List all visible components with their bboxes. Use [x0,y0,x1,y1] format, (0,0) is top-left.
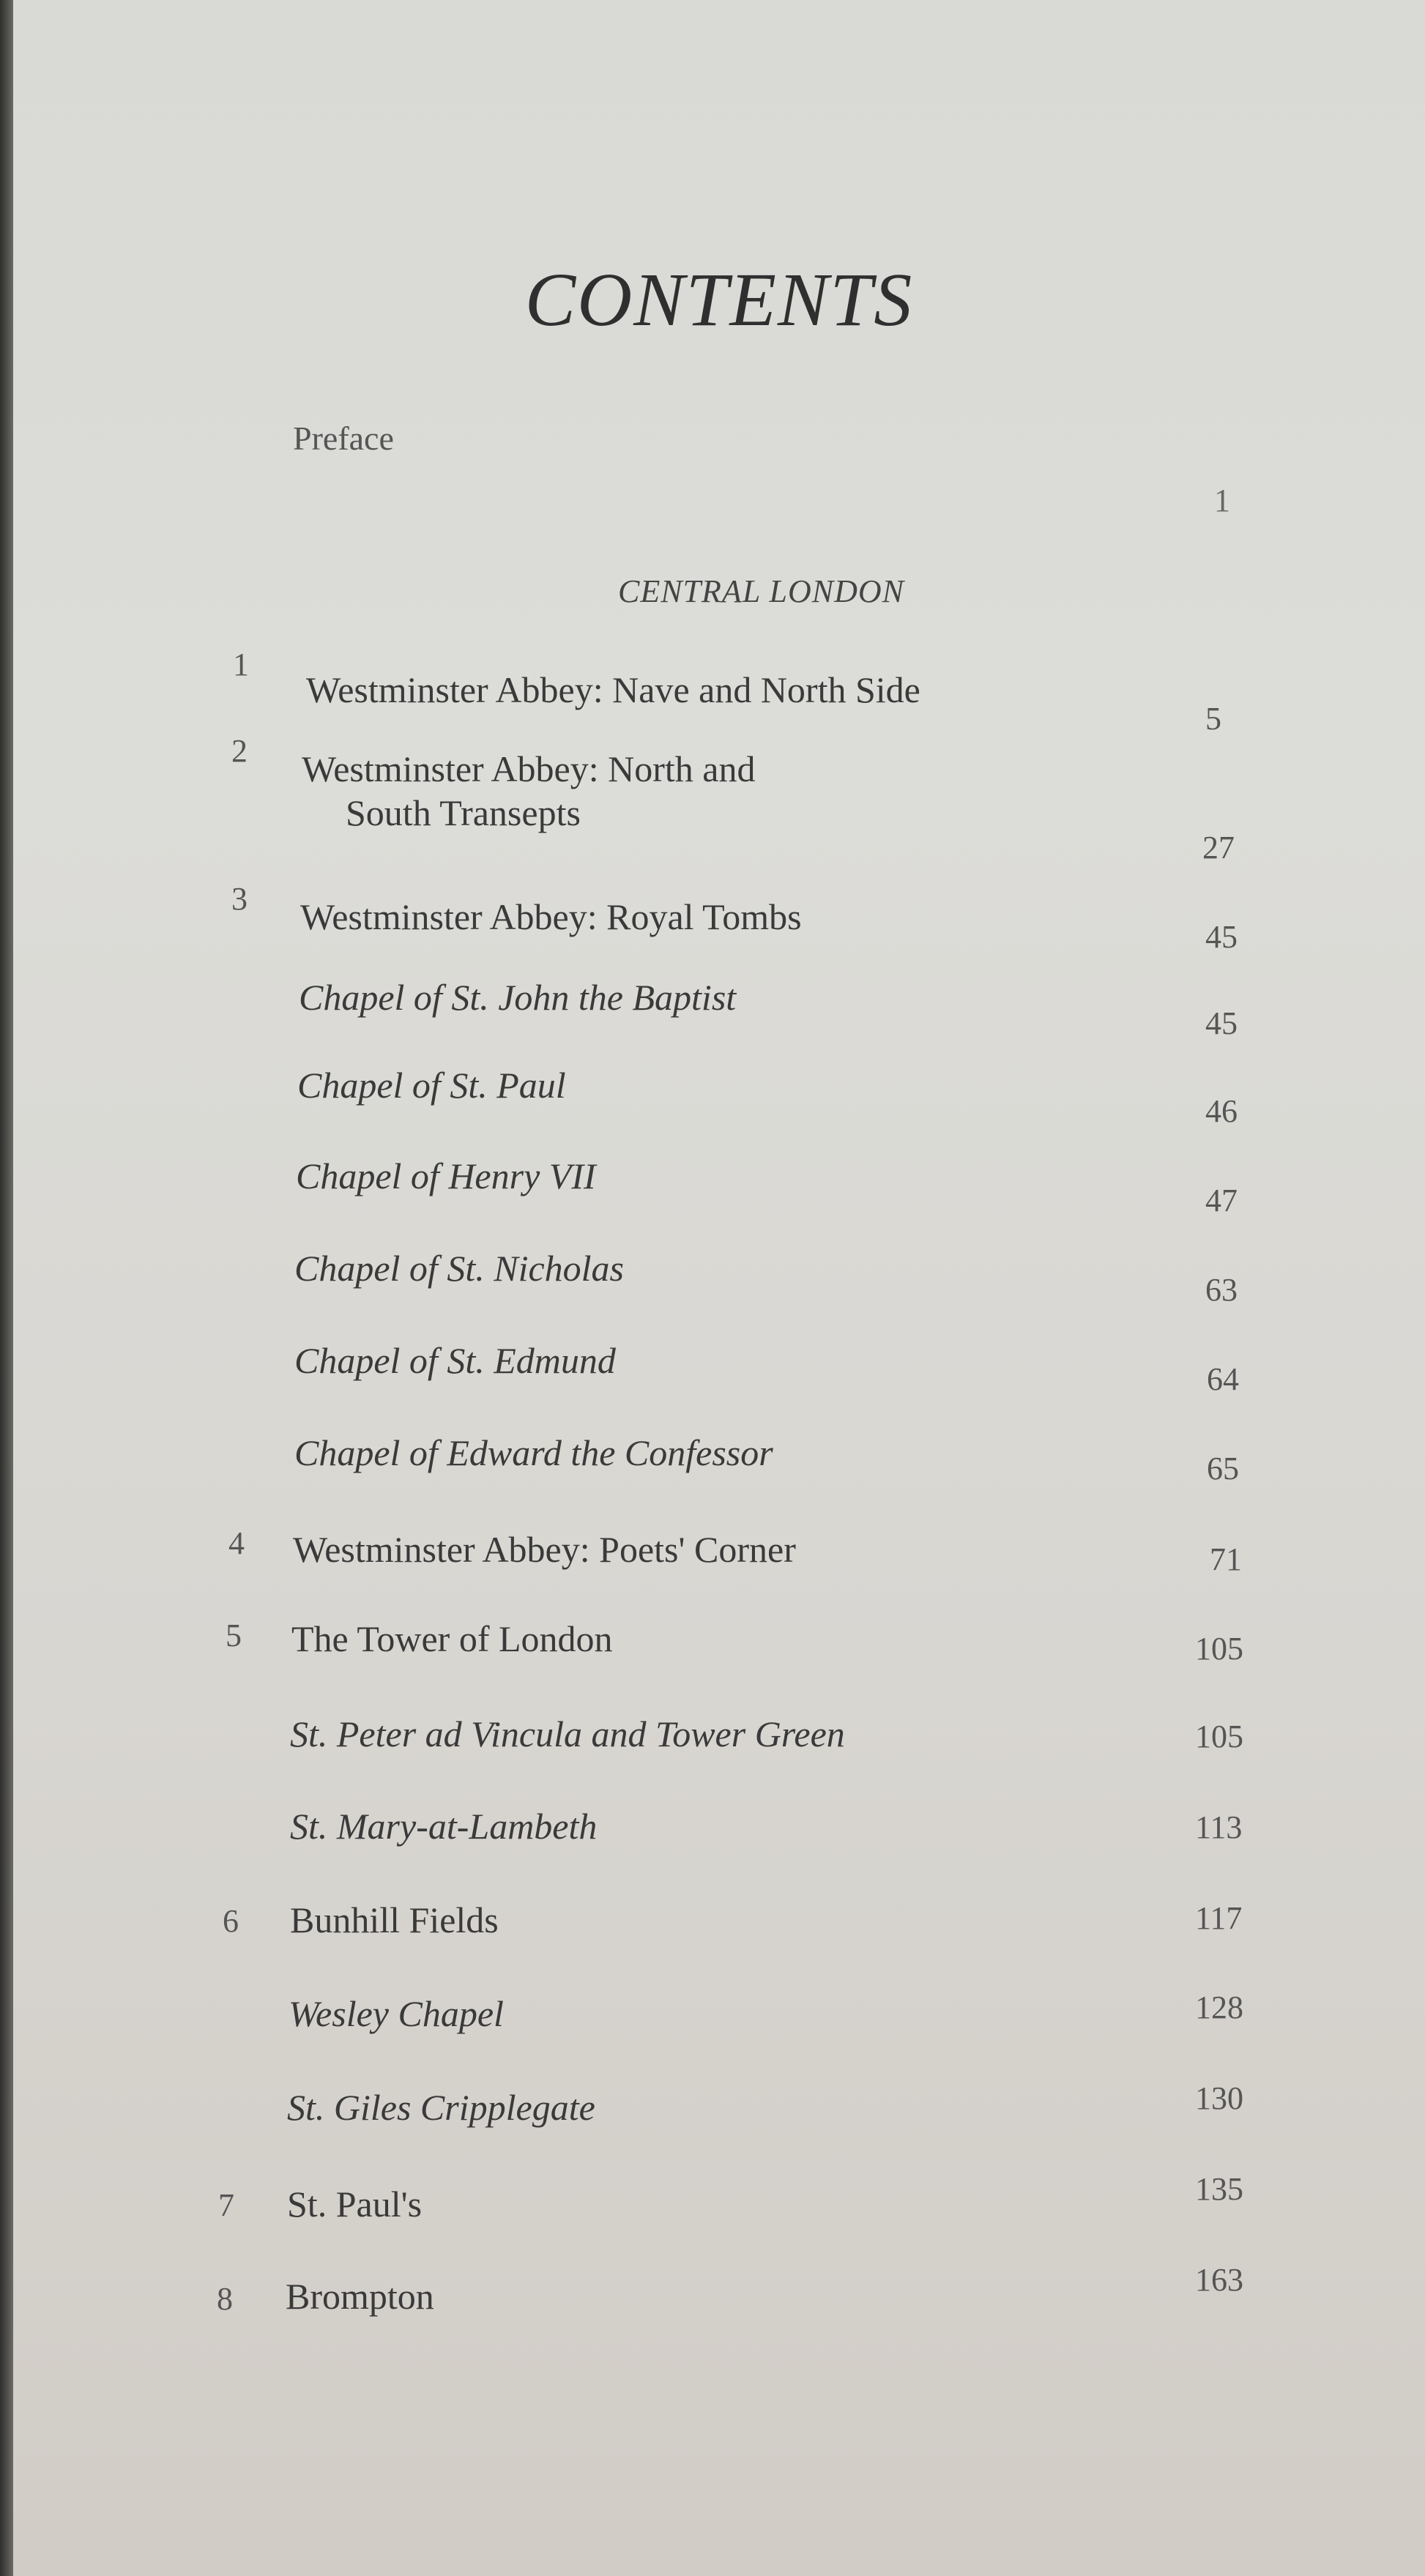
chapter-number: 4 [228,1525,245,1561]
chapter-title-continued: South Transepts [346,792,581,833]
subsection-title: Wesley Chapel [289,1993,504,2034]
subsection-title: Chapel of St. John the Baptist [299,977,737,1018]
subsection-title: Chapel of St. Nicholas [294,1248,624,1289]
chapter-number: 1 [233,647,249,682]
chapter-title: St. Paul's [287,2184,423,2225]
page-number: 46 [1205,1093,1238,1129]
chapter-title: Westminster Abbey: Poets' Corner [293,1529,796,1570]
page-number: 117 [1195,1900,1243,1936]
preface-label: Preface [293,420,394,457]
page-number: 45 [1205,919,1238,955]
page-number: 128 [1195,1989,1243,2025]
page-number: 65 [1207,1451,1239,1486]
chapter-title: Westminster Abbey: Nave and North Side [306,669,920,710]
page-number: 47 [1205,1183,1238,1218]
chapter-title: Bunhill Fields [290,1899,499,1940]
chapter-number: 6 [223,1903,239,1939]
page-number: 64 [1207,1361,1239,1397]
page-number: 45 [1205,1005,1238,1041]
subsection-title: St. Mary-at-Lambeth [290,1806,598,1847]
page-number: 71 [1210,1541,1242,1577]
book-spine-shadow [0,0,13,2576]
chapter-title: Westminster Abbey: Royal Tombs [300,896,802,937]
chapter-number: 8 [217,2281,233,2317]
section-heading: CENTRAL LONDON [618,573,904,609]
page-title: CONTENTS [524,258,914,342]
page-number: 113 [1195,1809,1243,1845]
page-number: 135 [1195,2171,1243,2207]
chapter-number: 7 [218,2187,234,2223]
chapter-number: 3 [231,881,248,917]
subsection-title: St. Giles Cripplegate [287,2087,595,2128]
subsection-title: Chapel of Henry VII [296,1155,596,1196]
page-number: 27 [1202,830,1235,866]
page-number: 63 [1205,1272,1238,1308]
page-number: 5 [1205,701,1221,737]
chapter-title-block [302,747,755,835]
chapter-title: Brompton [286,2276,434,2317]
subsection-title: Chapel of St. Paul [297,1065,566,1106]
page-number: 105 [1195,1631,1243,1667]
chapter-title: Westminster Abbey: North and [302,748,756,789]
subsection-title: St. Peter ad Vincula and Tower Green [290,1713,845,1754]
chapter-number: 2 [231,733,248,769]
page-number: 105 [1195,1719,1243,1754]
subsection-title: Chapel of St. Edmund [294,1340,616,1381]
page-number: 130 [1195,2080,1243,2116]
preface-page-number: 1 [1214,483,1230,518]
chapter-title: The Tower of London [291,1618,613,1659]
page-number: 163 [1195,2262,1243,2298]
book-page [13,0,1425,2576]
subsection-title: Chapel of Edward the Confessor [294,1432,773,1473]
chapter-number: 5 [226,1618,242,1653]
